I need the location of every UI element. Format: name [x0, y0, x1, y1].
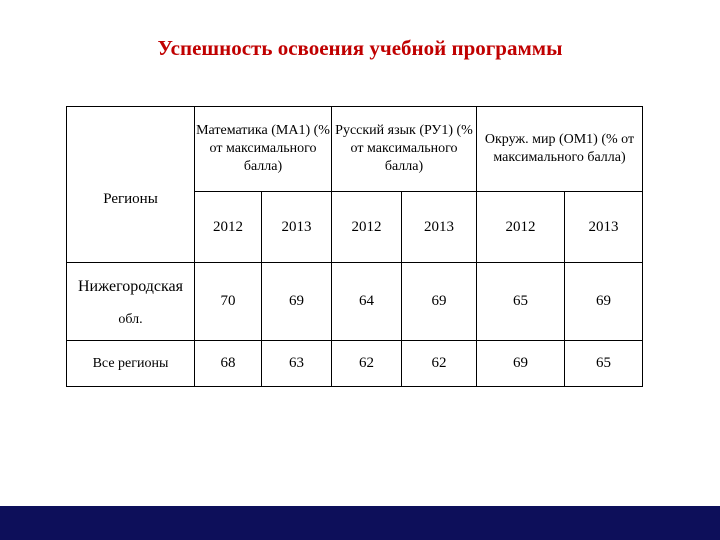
value-cell: 62: [402, 341, 477, 387]
region-header: Регионы: [103, 191, 158, 207]
year-header: 2013: [262, 192, 332, 263]
value-cell: 69: [477, 341, 565, 387]
value-cell: 62: [332, 341, 402, 387]
region-header-cell: [67, 107, 195, 263]
value-cell: 65: [565, 341, 643, 387]
subject-header-math: Математика (МА1) (% от максимального балла): [195, 107, 332, 192]
region-name-line2: обл.: [118, 311, 143, 327]
year-header: 2012: [195, 192, 262, 263]
page-title: Успешность освоения учебной программы: [157, 36, 563, 60]
value-cell: 69: [402, 263, 477, 341]
table-row: [67, 263, 643, 341]
footer-bar: [0, 506, 720, 540]
table-row: [67, 341, 643, 387]
year-header: 2013: [402, 192, 477, 263]
region-cell: [67, 263, 195, 341]
subject-header-world: Окруж. мир (ОМ1) (% от максимального балла): [477, 107, 643, 192]
value-cell: 68: [195, 341, 262, 387]
value-cell: 69: [262, 263, 332, 341]
region-name-line1: Нижегородская: [78, 277, 183, 295]
subject-header-russian: Русский язык (РУ1) (% от максимального балла): [332, 107, 477, 192]
results-table: [66, 106, 643, 387]
year-header: 2012: [332, 192, 402, 263]
value-cell: 65: [477, 263, 565, 341]
value-cell: 69: [565, 263, 643, 341]
region-cell: Все регионы: [67, 341, 195, 387]
year-header: 2013: [565, 192, 643, 263]
year-header: 2012: [477, 192, 565, 263]
value-cell: 63: [262, 341, 332, 387]
value-cell: 70: [195, 263, 262, 341]
value-cell: 64: [332, 263, 402, 341]
header-row-subjects: [67, 107, 643, 192]
